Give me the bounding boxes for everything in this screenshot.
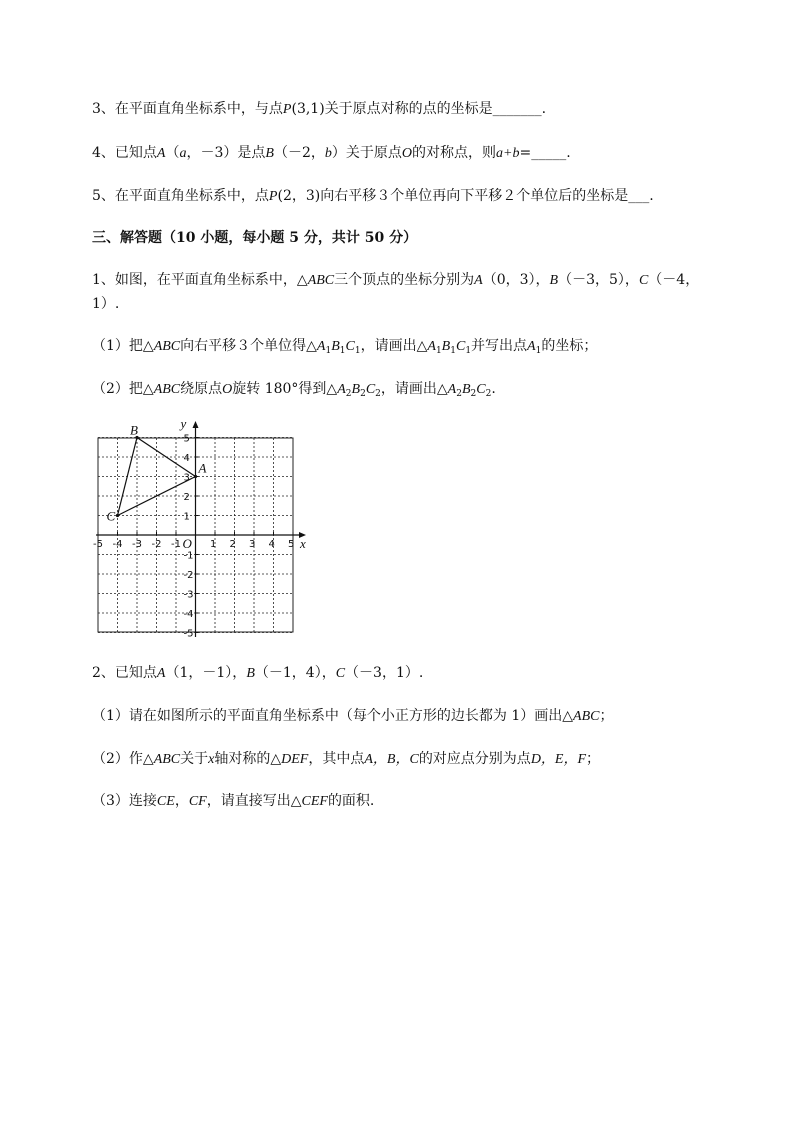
x-tick-label: -3 <box>132 539 142 550</box>
x-tick-label: -2 <box>151 539 162 550</box>
question-5: 5、在平面直角坐标系中，点P(2，3)向右平移３个单位再向下平移２个单位后的坐标是___. <box>92 188 654 204</box>
x-tick-label: 4 <box>268 539 275 550</box>
x-tick-label: 2 <box>229 539 236 550</box>
x-tick-label: 1 <box>210 539 217 550</box>
y-tick-label: -1 <box>183 550 194 562</box>
problem-2-line-1: 2、已知点A（1，－1），B（－1，4），C（－3，1）. <box>92 665 424 681</box>
point-a <box>194 475 197 478</box>
x-tick-label: 5 <box>288 539 295 550</box>
y-tick-label: 3 <box>183 472 190 484</box>
x-tick-label: 3 <box>249 539 256 550</box>
question-number: 5、 <box>92 188 115 204</box>
tick-labels <box>93 434 294 640</box>
question-number: 4、 <box>92 145 115 161</box>
y-axis-label: y <box>180 416 187 431</box>
question-4: 4、已知点A（a，－3）是点B（－2，b）关于原点O的对称点，则a+b=_____. <box>92 145 571 161</box>
problem-1-line-1: 1、如图，在平面直角坐标系中，△ABC三个顶点的坐标分别为A（0，3），B（－3，5），C（－4， <box>92 272 700 288</box>
axes <box>96 416 306 637</box>
x-tick-label: -5 <box>93 539 103 550</box>
y-tick-label: -3 <box>183 589 194 601</box>
point-label-c: C <box>106 508 116 524</box>
y-tick-label: 2 <box>183 492 190 503</box>
y-tick-label: 5 <box>183 433 190 445</box>
y-tick-label: -4 <box>183 609 194 620</box>
y-tick-label: 1 <box>183 511 190 523</box>
y-tick-label: 4 <box>183 453 190 464</box>
point-c <box>116 514 119 517</box>
x-tick-label: -1 <box>171 539 181 550</box>
question-number: 2、 <box>92 665 115 681</box>
problem-1-line-2: 1）. <box>92 296 120 312</box>
y-tick-label: -5 <box>183 628 194 640</box>
point-label-a: A <box>198 460 207 476</box>
problem-1-part-2: （2）把△ABC绕原点O旋转 180°得到$\triangle A_2B_2C_2$，请画出$\triangle A_2B_2C_2$. <box>92 381 496 399</box>
coordinate-grid-figure <box>86 413 316 645</box>
question-3: 3、在平面直角坐标系中，与点P(3,1)关于原点对称的点的坐标是_______. <box>92 101 547 117</box>
y-axis-arrow <box>193 421 199 428</box>
problem-2-part-2: （2）作△ABC关于x轴对称的△DEF，其中点A，B，C的对应点分别为点D，E，F； <box>92 751 601 767</box>
question-number: 1、 <box>92 272 115 288</box>
x-axis-label: x <box>300 536 306 551</box>
question-number: 3、 <box>92 101 115 117</box>
section-heading: 三、解答题（10 小题，每小题 5 分，共计 50 分） <box>92 230 418 246</box>
problem-2-part-3: （3）连接CE，CF，请直接写出△CEF的面积. <box>92 793 375 809</box>
problem-2-part-1: （1）请在如图所示的平面直角坐标系中（每个小正方形的边长都为 1）画出△ABC； <box>92 708 614 724</box>
origin-label: O <box>182 536 192 551</box>
point-label-b: B <box>130 422 138 438</box>
problem-1-part-1: （1）把△ABC向右平移３个单位得$\triangle A_1B_1C_1$，请画出$\triangle A_1B_1C_1$并写出点$A_1$的坐标； <box>92 338 598 356</box>
x-tick-label: -4 <box>112 539 123 550</box>
y-tick-label: -2 <box>183 570 194 581</box>
